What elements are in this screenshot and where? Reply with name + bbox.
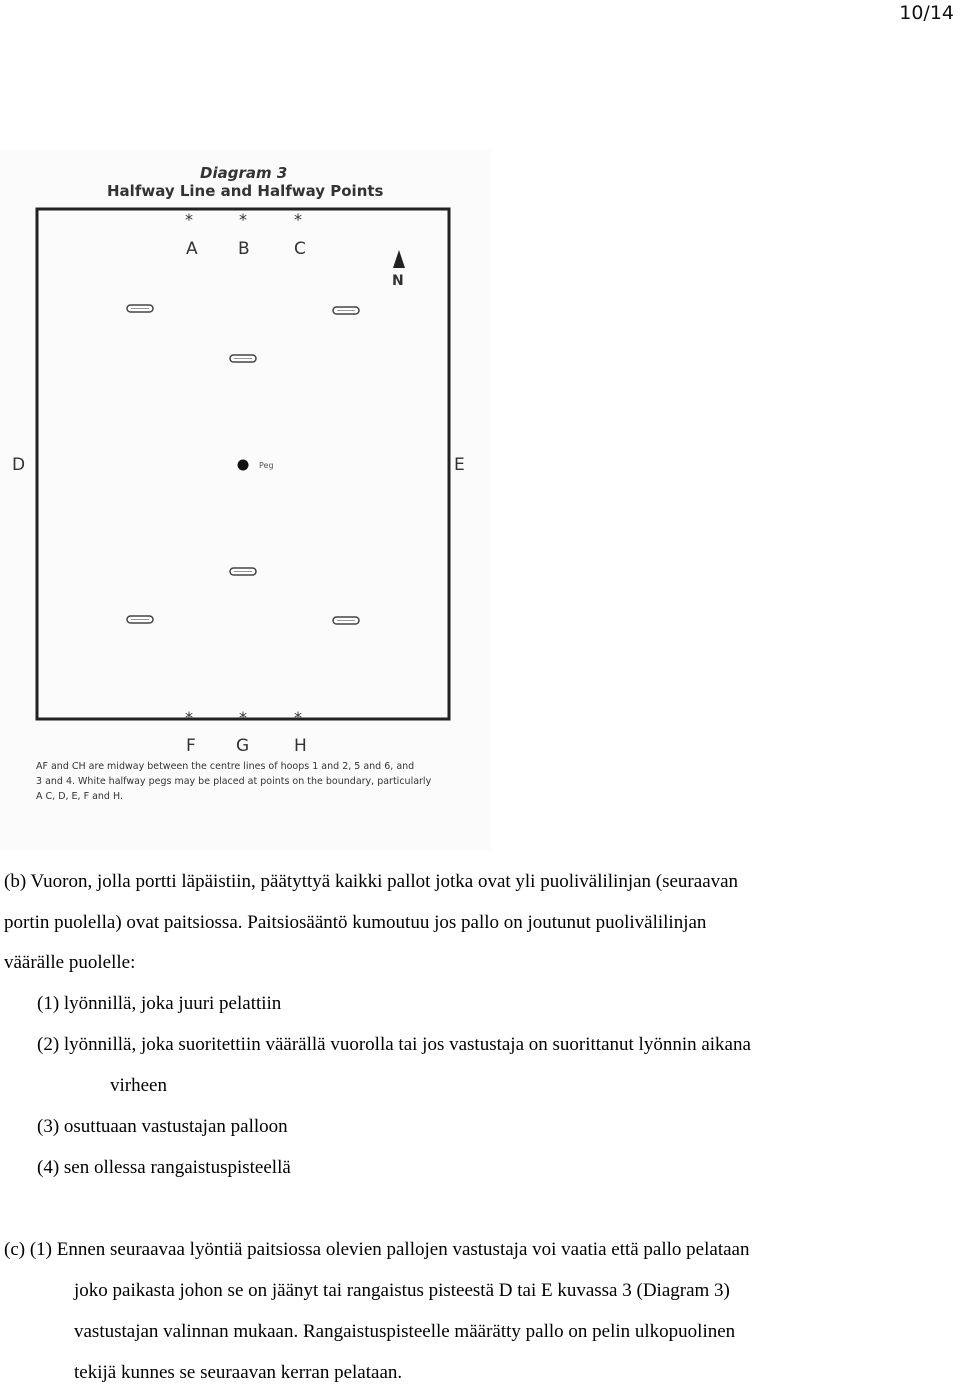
hoop-icon	[230, 568, 256, 575]
diagram-subtitle: Halfway Line and Halfway Points	[107, 182, 384, 200]
paragraph-c-line: (c) (1) Ennen seuraavaa lyöntiä paitsiossa olevien pallojen vastustaja voi vaatia että pallo pelataan	[4, 1239, 750, 1260]
paragraph-c-line: joko paikasta johon se on jäänyt tai rangaistus pisteestä D tai E kuvassa 3 (Diagram 3)	[74, 1280, 730, 1301]
point-g-label: G	[236, 736, 250, 756]
list-item-4: (4) sen ollessa rangaistuspisteellä	[37, 1157, 291, 1178]
star-marker-g: *	[239, 708, 247, 727]
star-marker-c: *	[294, 210, 302, 229]
paragraph-b-line: (b) Vuoron, jolla portti läpäistiin, päätyttyä kaikki pallot jotka ovat yli puolivälilinjan (seuraavan	[4, 871, 739, 892]
point-d-label: D	[12, 455, 26, 475]
north-arrow-icon	[393, 250, 405, 268]
diagram-note-line: 3 and 4. White halfway pegs may be placed at points on the boundary, particularly	[36, 776, 432, 787]
paragraph-c-line: tekijä kunnes se seuraavan kerran pelataan.	[74, 1362, 403, 1383]
diagram-note-line: A C, D, E, F and H.	[36, 791, 123, 802]
peg-icon	[238, 460, 249, 471]
list-item-2-continuation: virheen	[110, 1075, 167, 1096]
point-b-label: B	[238, 239, 250, 259]
point-f-label: F	[186, 736, 196, 756]
list-item-1: (1) lyönnillä, joka juuri pelattiin	[37, 993, 282, 1014]
point-c-label: C	[294, 239, 306, 259]
star-marker-f: *	[185, 708, 193, 727]
paragraph-b-line: väärälle puolelle:	[4, 952, 136, 973]
list-item-2: (2) lyönnillä, joka suoritettiin väärällä vuorolla tai jos vastustaja on suorittanut lyönnin aikana	[37, 1034, 751, 1055]
diagram-title: Diagram 3	[200, 164, 288, 182]
hoop-icon	[333, 617, 359, 624]
hoop-icon	[333, 307, 359, 314]
page-number: 10/14	[899, 2, 954, 24]
hoop-icon	[127, 616, 153, 623]
diagram-figure	[0, 150, 490, 850]
list-item-3: (3) osuttuaan vastustajan palloon	[37, 1116, 288, 1137]
point-h-label: H	[294, 736, 307, 756]
paragraph-c-line: vastustajan valinnan mukaan. Rangaistuspisteelle määrätty pallo on pelin ulkopuolinen	[74, 1321, 736, 1342]
north-label: N	[392, 273, 404, 289]
star-marker-a: *	[185, 210, 193, 229]
diagram-note-line: AF and CH are midway between the centre lines of hoops 1 and 2, 5 and 6, and	[36, 761, 415, 772]
hoop-icon	[127, 305, 153, 312]
star-marker-b: *	[239, 210, 247, 229]
point-a-label: A	[186, 239, 198, 259]
point-e-label: E	[454, 455, 465, 475]
paragraph-b-line: portin puolella) ovat paitsiossa. Paitsiosääntö kumoutuu jos pallo on joutunut puolivälilinjan	[4, 912, 707, 933]
hoop-icon	[230, 355, 256, 362]
peg-label: Peg	[259, 461, 274, 470]
star-marker-h: *	[294, 708, 302, 727]
diagram-svg	[0, 150, 490, 850]
